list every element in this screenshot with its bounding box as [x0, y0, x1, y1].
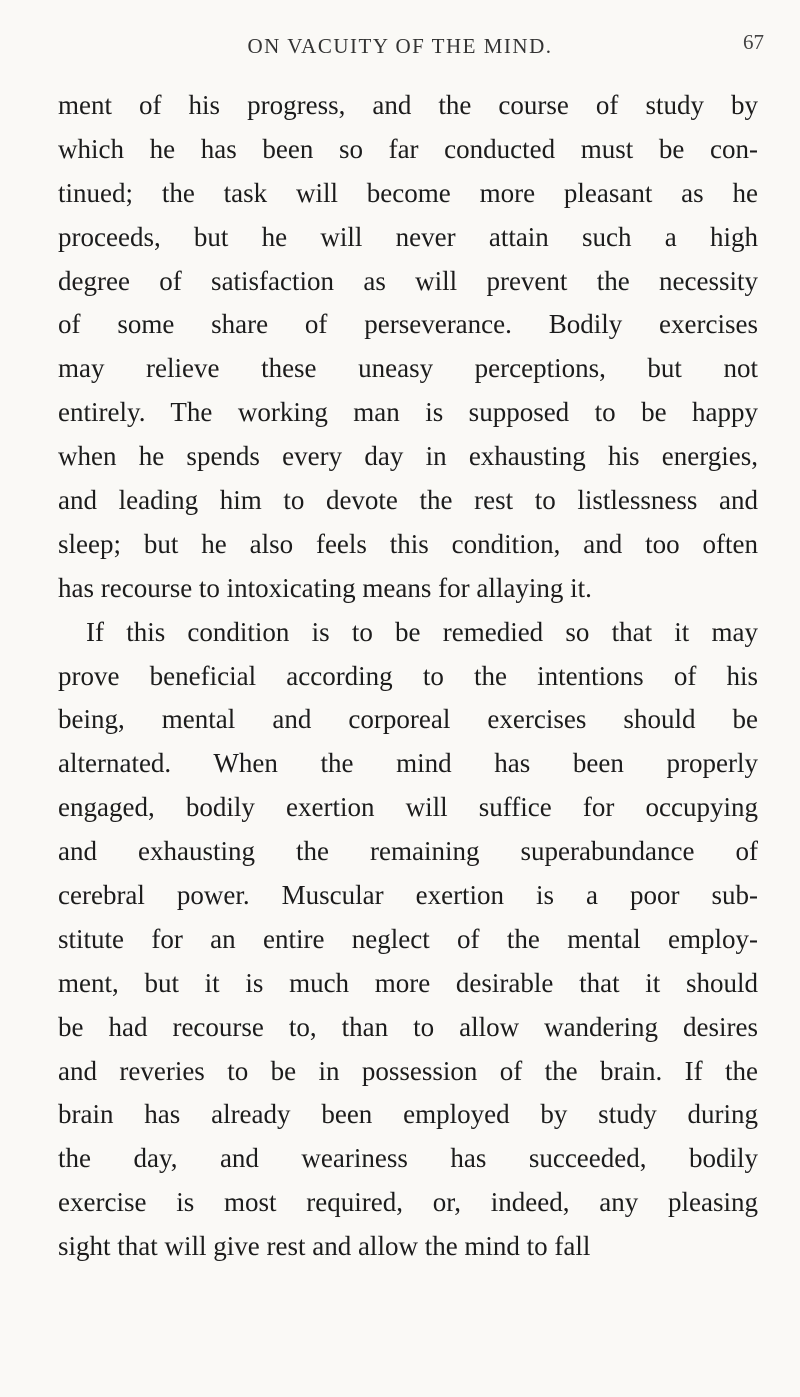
- text-line: entirely. The working man is supposed to be happy: [58, 397, 758, 428]
- text-line: cerebral power. Muscular exertion is a poor sub-: [58, 880, 758, 911]
- page-number: 67: [743, 30, 764, 54]
- body-text: [58, 84, 758, 1269]
- text-line: If this condition is to be remedied so that it may: [86, 616, 758, 647]
- text-line: proceeds, but he will never attain such a high: [58, 221, 758, 252]
- text-line: alternated. When the mind has been properly: [58, 748, 758, 779]
- text-line: brain has already been employed by study during: [58, 1099, 758, 1130]
- text-line: be had recourse to, than to allow wandering desires: [58, 1011, 758, 1042]
- text-line: sight that will give rest and allow the mind to fall: [58, 1231, 591, 1262]
- text-line: and reveries to be in possession of the brain. If the: [58, 1055, 758, 1086]
- text-line: stitute for an entire neglect of the mental employ-: [58, 923, 758, 954]
- text-line: may relieve these uneasy perceptions, but not: [58, 353, 758, 384]
- text-line: engaged, bodily exertion will suffice for occupying: [58, 792, 758, 823]
- text-line: when he spends every day in exhausting his energies,: [58, 441, 758, 472]
- text-line: prove beneficial according to the intentions of his: [58, 660, 758, 691]
- text-line: the day, and weariness has succeeded, bodily: [58, 1143, 758, 1174]
- text-line: exercise is most required, or, indeed, any pleasing: [58, 1187, 758, 1218]
- text-line: being, mental and corporeal exercises should be: [58, 704, 758, 735]
- text-line: degree of satisfaction as will prevent the necessity: [58, 265, 758, 296]
- text-line: ment of his progress, and the course of study by: [58, 90, 758, 120]
- text-line: ment, but it is much more desirable that it should: [58, 967, 758, 998]
- text-line: and leading him to devote the rest to listlessness and: [58, 485, 758, 516]
- text-line: has recourse to intoxicating means for allaying it.: [58, 572, 592, 603]
- text-line: sleep; but he also feels this condition, and too often: [58, 528, 758, 559]
- text-line: and exhausting the remaining superabundance of: [58, 836, 758, 867]
- text-line: tinued; the task will become more pleasant as he: [58, 177, 758, 208]
- text-line: of some share of perseverance. Bodily exercises: [58, 309, 758, 340]
- text-line: which he has been so far conducted must be con-: [58, 133, 758, 164]
- running-title: ON VACUITY OF THE MIND.: [247, 34, 553, 58]
